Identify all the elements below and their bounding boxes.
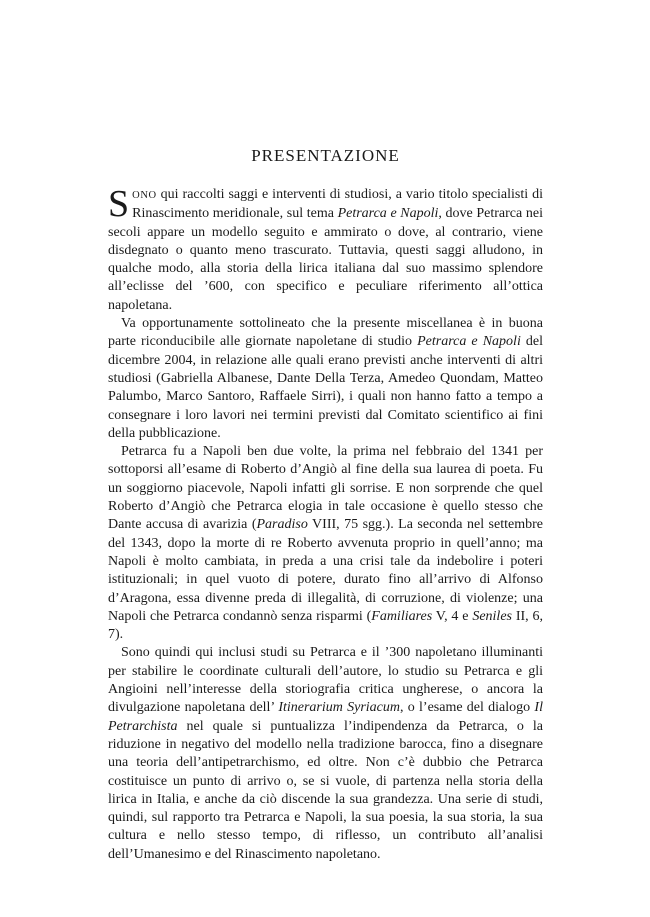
small-caps-opening: ONO xyxy=(132,190,157,201)
paragraph-text: qui raccolti saggi e interventi di studiosi, a vario titolo specialisti di Rinascimento meridionale, sul tema xyxy=(132,187,543,222)
paragraph-text: Sono quindi qui inclusi studi su Petrarca e il ’300 napoletano illuminanti per stabilire le coordinate culturali dell’autore, lo studio su Petrarca e gli Angioini nell’interesse della storiografia critica ungherese, o ancora la divulgazione napoletana dell’ xyxy=(108,645,543,716)
italic-title: Familiares xyxy=(371,608,433,624)
paragraph-2 xyxy=(108,315,543,443)
italic-title: Itinerarium Syriacum xyxy=(278,700,401,716)
paragraph-text: V, 4 e xyxy=(432,608,473,624)
page-title: PRESENTAZIONE xyxy=(251,146,400,165)
paragraph-text: VIII, 75 sgg.). La seconda nel settembre del 1343, dopo la morte di re Roberto avvenuta proprio in quell’anno; ma Napoli è molto cambiata, in preda a una crisi tale da indebolire i poteri istituzionali; in quel vuoto di potere, durato fino all’arrivo di Alfonso d’Aragona, essa divenne preda di illegalità, di corruzione, di violenze; una Napoli che Petrarca condannò senza risparmi ( xyxy=(108,517,543,624)
paragraph-1 xyxy=(108,183,543,315)
paragraph-text: , o l’esame del dialogo xyxy=(400,700,535,716)
paragraph-text: nel quale si puntualizza l’indipendenza da Petrarca, o la riduzione in negativo del modello nella tradizione barocca, fino a disegnare una teoria dell’antipetrarchismo, ed oltre. Non c’è dubbio che Petrarca costituisce un punto di arrivo o, se si vuole, di partenza nella storia della lirica in Italia, e anche da ciò discende la sua grandezza. Una serie di studi, quindi, sul rapporto tra Petrarca e Napoli, la sua poesia, la sua storia, la sua cultura e nello stesso tempo, di riflesso, un contributo all’analisi dell’Umanesimo e del Rinascimento napoletano. xyxy=(108,718,543,862)
italic-title: Petrarca e Napoli xyxy=(417,334,521,350)
paragraph-text: II, 6, 7). xyxy=(108,608,543,643)
italic-title: Il Petrarchista xyxy=(108,700,543,734)
italic-title: Petrarca e Napoli xyxy=(337,206,439,222)
drop-cap: S xyxy=(108,183,130,225)
paragraph-text: , dove Petrarca nei secoli appare un modello seguito e ammirato o dove, al contrario, viene disdegnato o quanto meno trascurato. Tuttavia, questi saggi alludono, in qualche modo, alla storia della lirica italiana dal suo massimo splendore all’eclisse del ’600, con specifico e peculiare riferimento all’ottica napoletana. xyxy=(108,206,543,313)
paragraph-text: Petrarca fu a Napoli ben due volte, la prima nel febbraio del 1341 per sottoporsi all’esame di Roberto d’Angiò al fine della sua laurea di poeta. Fu un soggiorno piacevole, Napoli infatti gli sorrise. E non sorprende che quel Roberto d’Angiò che Petrarca elogia in tale occasione è quello stesso che Dante accusa di avarizia ( xyxy=(108,444,543,533)
paragraph-3 xyxy=(108,443,543,644)
italic-title: Seniles xyxy=(472,608,512,624)
paragraph-text: Va opportunamente sottolineato che la presente miscellanea è in buona parte riconducibile alle giornate napoletane di studio xyxy=(108,316,543,350)
paragraph-text: del dicembre 2004, in relazione alle quali erano previsti anche interventi di altri studiosi (Gabriella Albanese, Dante Della Terza, Amedeo Quondam, Matteo Palumbo, Marco Santoro, Raffaele Sirri), i quali non hanno fatto a tempo a consegnare i loro lavori nei termini previsti dal Comitato scientifico ai fini della pubblicazione. xyxy=(108,334,544,441)
body-text xyxy=(108,183,544,864)
italic-title: Paradiso xyxy=(256,517,308,533)
paragraph-4 xyxy=(108,644,543,864)
